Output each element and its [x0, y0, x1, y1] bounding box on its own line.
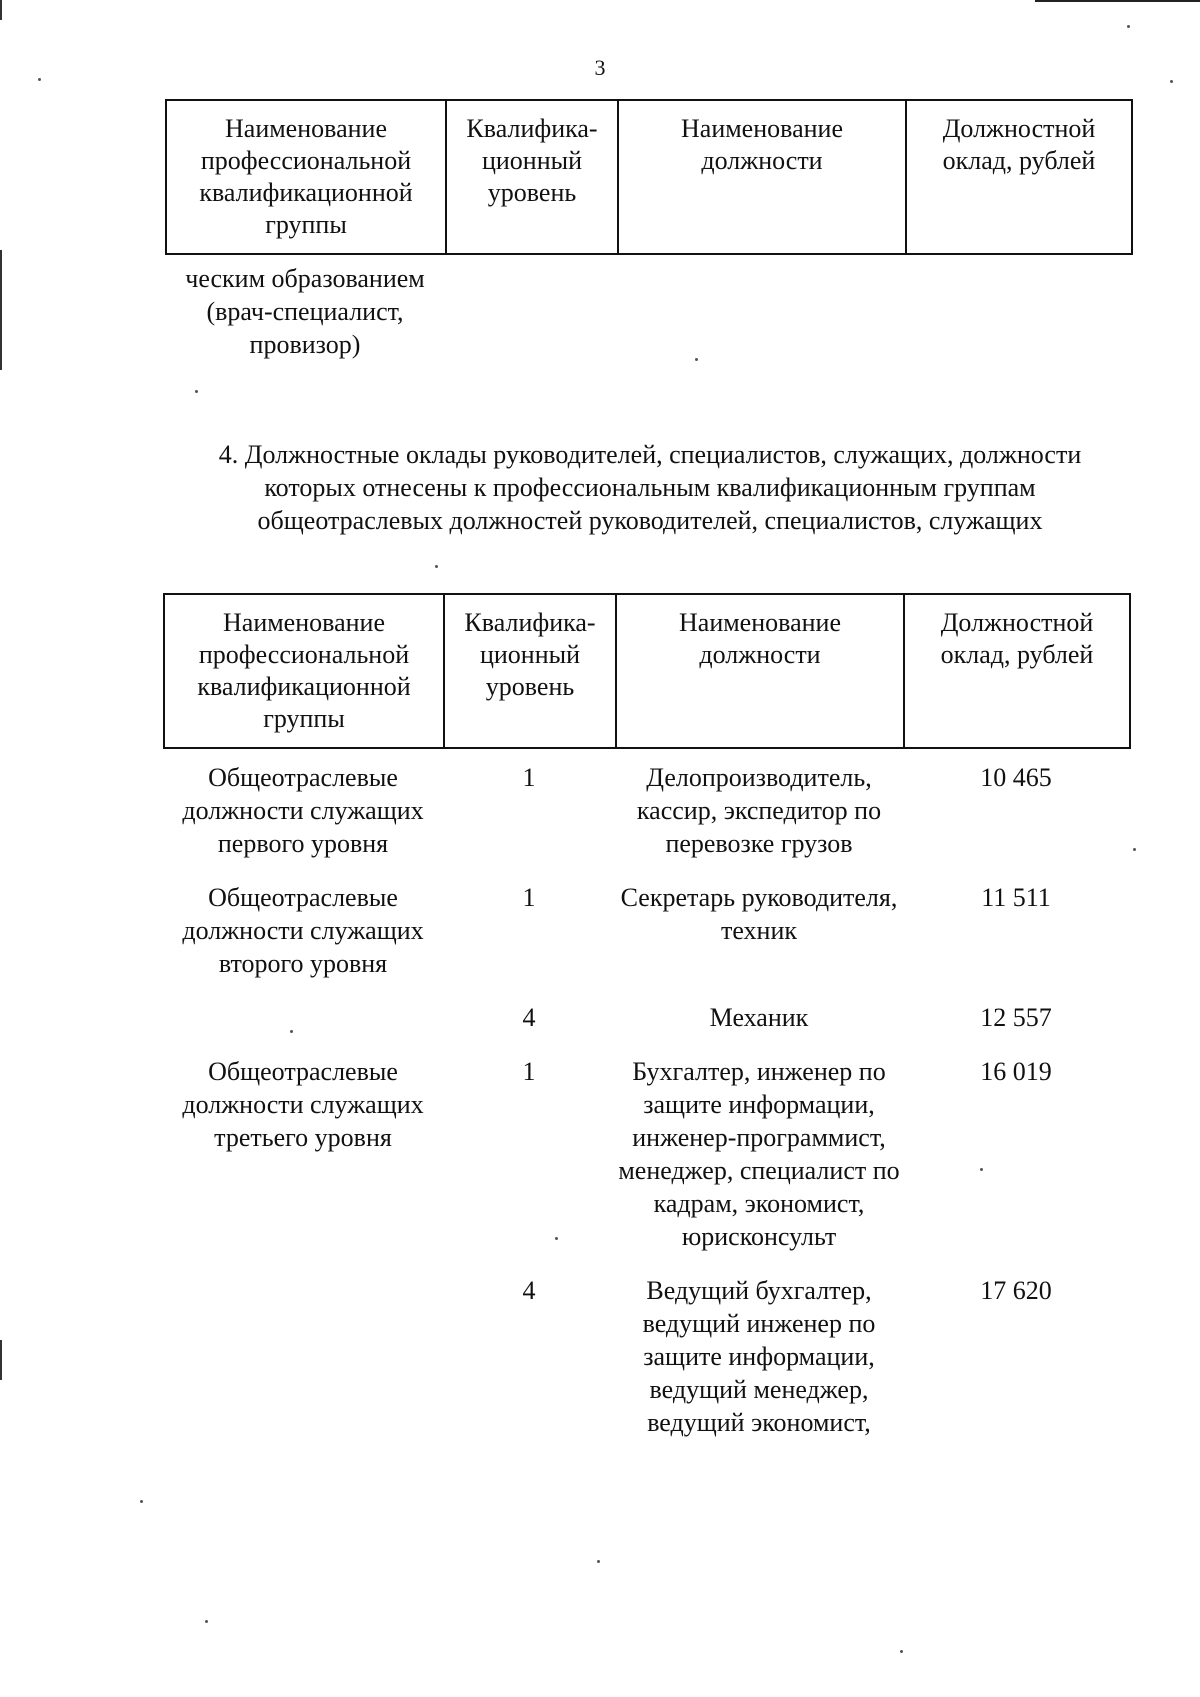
position-cell: Механик [709, 1003, 809, 1032]
table-row [163, 1001, 1129, 1034]
header-group-name: Наименование профессиональной квалификационной группы [164, 594, 444, 748]
header-position-name: Наименование должности [616, 594, 904, 748]
group-cell: Общеотраслевые должности служащих первого уровня [182, 763, 424, 858]
header-qualification-level: Квалифика-ционный уровень [446, 100, 618, 254]
scan-speck [900, 1650, 903, 1653]
salary-table-header [163, 593, 1131, 749]
salary-table-body [163, 761, 1129, 1460]
group-cell [163, 1274, 443, 1439]
level-cell: 4 [522, 1003, 536, 1032]
table-row [163, 881, 1129, 980]
scan-speck [597, 1560, 600, 1563]
margin-mark [0, 250, 2, 370]
group-cell: Общеотраслевые должности служащих третьего уровня [182, 1057, 424, 1152]
group-cell: Общеотраслевые должности служащих второго уровня [182, 883, 424, 978]
salary-cell: 17 620 [980, 1276, 1052, 1305]
scan-speck [555, 1237, 558, 1240]
table-row [163, 1055, 1129, 1253]
header-position-name: Наименование должности [618, 100, 906, 254]
margin-mark [0, 1340, 2, 1380]
position-cell: Бухгалтер, инженер по защите информации, инженер-программист, менеджер, специалист по кадрам, экономист, юрисконсульт [618, 1057, 900, 1251]
scan-speck [1133, 848, 1136, 851]
level-cell: 4 [522, 1276, 536, 1305]
margin-mark [0, 0, 2, 20]
level-cell: 1 [522, 883, 536, 912]
scan-speck [1170, 80, 1173, 83]
scan-speck [980, 1168, 983, 1171]
top-edge-rule [1035, 0, 1200, 2]
header-salary: Должностной оклад, рублей [906, 100, 1132, 254]
scan-speck [205, 1620, 208, 1623]
table-row [163, 761, 1129, 860]
group-cell [163, 1001, 443, 1034]
section-title: 4. Должностные оклады руководителей, специалистов, служащих, должности которых отнесены к профессиональным квалификационным группам общеотраслевых должностей руководителей, специалистов, служащих [218, 440, 1082, 535]
salary-cell: 12 557 [980, 1003, 1052, 1032]
page-number: 3 [594, 55, 606, 80]
scan-speck [38, 78, 41, 81]
continued-table-header [165, 99, 1133, 255]
scan-speck [1127, 25, 1130, 28]
scan-speck [140, 1500, 143, 1503]
scan-speck [435, 565, 438, 568]
level-cell: 1 [522, 1057, 536, 1086]
salary-cell: 10 465 [980, 763, 1052, 792]
continued-cell-text: ческим образованием (врач-специалист, провизор) [185, 264, 425, 359]
salary-cell: 11 511 [981, 883, 1051, 912]
position-cell: Ведущий бухгалтер, ведущий инженер по защите информации, ведущий менеджер, ведущий экономист, [642, 1276, 876, 1437]
salary-cell: 16 019 [980, 1057, 1052, 1086]
level-cell: 1 [522, 763, 536, 792]
scan-speck [695, 358, 698, 361]
position-cell: Секретарь руководителя, техник [620, 883, 898, 945]
scan-speck [290, 1030, 293, 1033]
table-row [163, 1274, 1129, 1439]
header-group-name: Наименование профессиональной квалификационной группы [166, 100, 446, 254]
position-cell: Делопроизводитель, кассир, экспедитор по перевозке грузов [636, 763, 882, 858]
header-salary: Должностной оклад, рублей [904, 594, 1130, 748]
header-qualification-level: Квалифика-ционный уровень [444, 594, 616, 748]
scan-speck [195, 390, 198, 393]
